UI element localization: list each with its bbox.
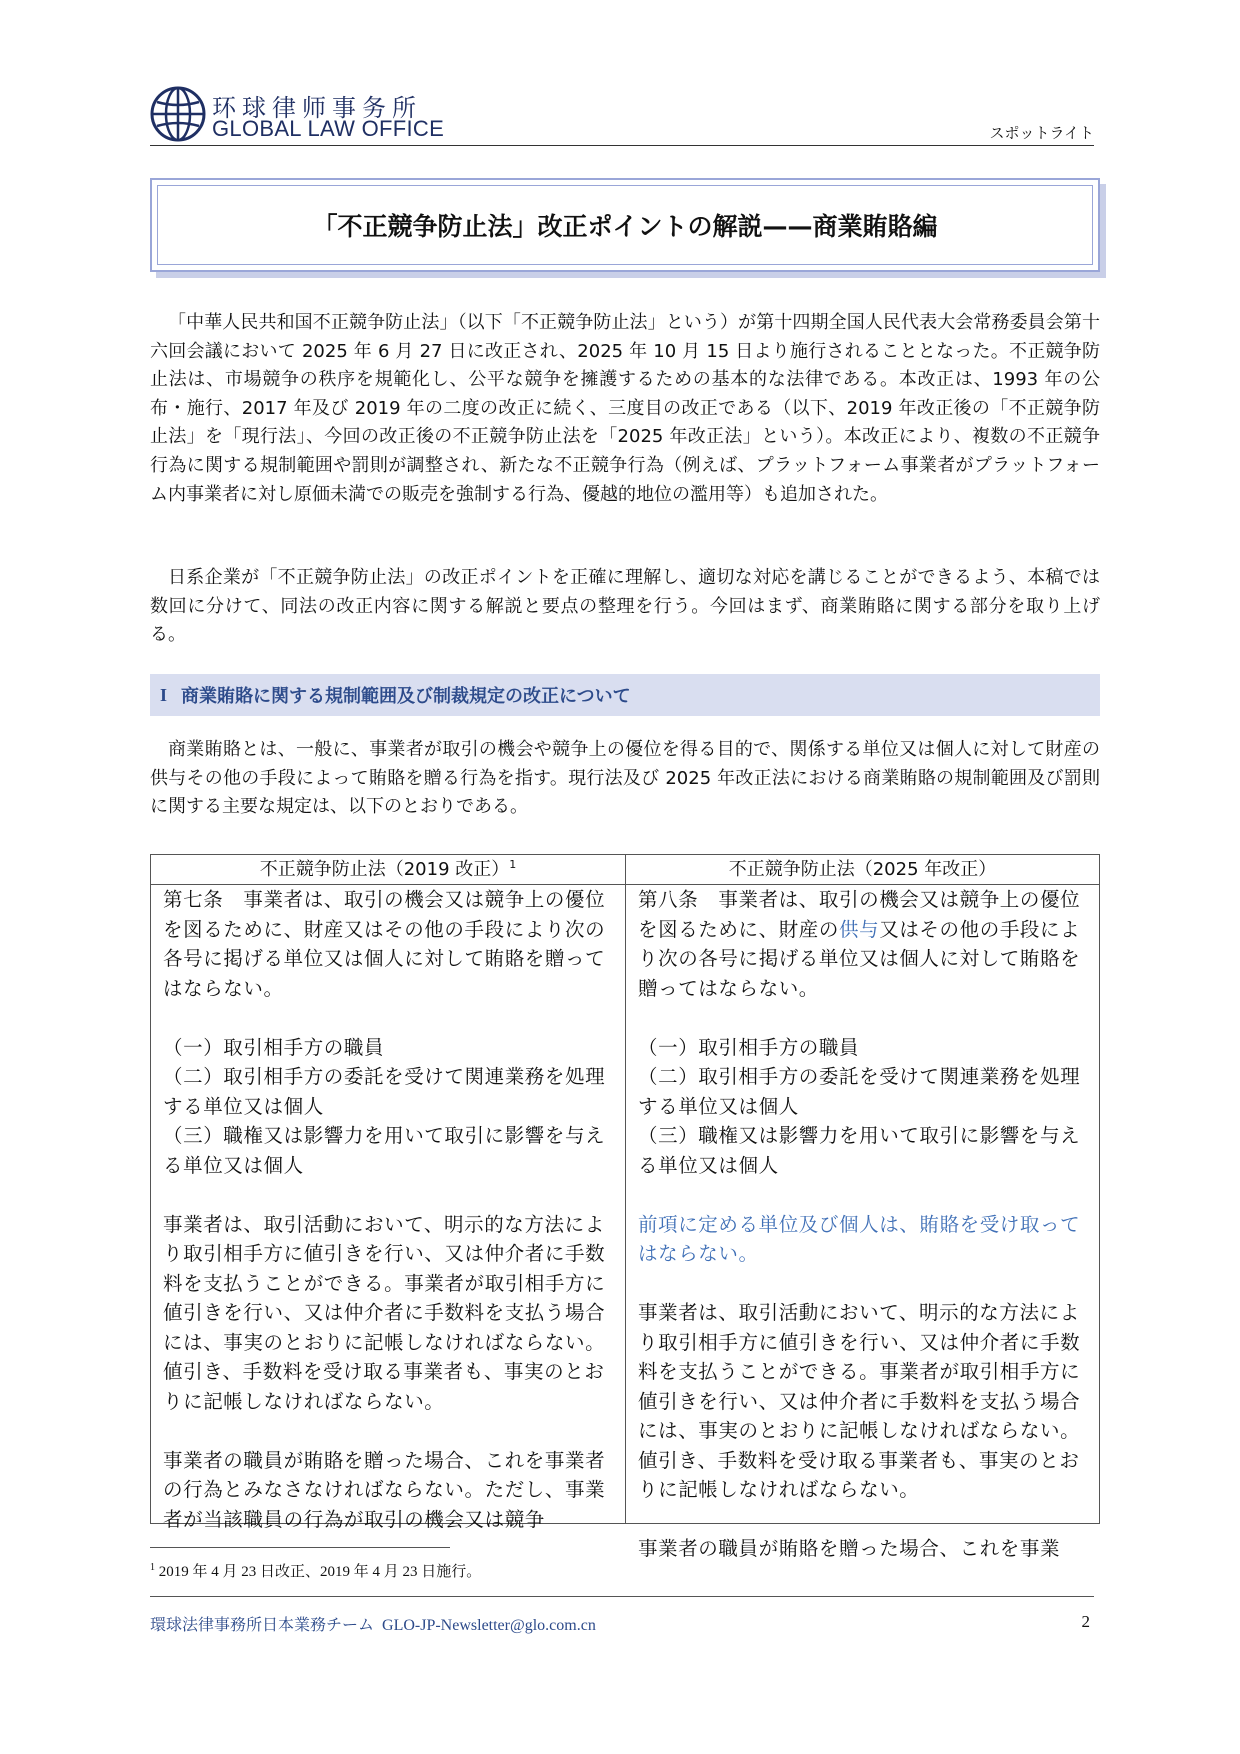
table-column-2019	[151, 885, 626, 1531]
section-title: 商業賄賂に関する規制範囲及び制裁規定の改正について	[181, 686, 631, 707]
table-column-2025	[626, 885, 1099, 1560]
article-paragraph: 事業者は、取引活動において、明示的な方法により取引相手方に値引きを行い、又は仲介者に手数料を支払うことができる。事業者が取引相手方に値引きを行い、又は仲介者に手数料を支払う場合には、事実のとおりに記帳しなければならない。値引き、手数料を受け取る事業者も、事実のとおりに記帳しなければならない。	[163, 1212, 606, 1413]
globe-logo-icon	[150, 86, 206, 142]
comparison-table	[150, 854, 1100, 1560]
footnote-text: 2019 年 4 月 23 日改正、2019 年 4 月 23 日施行。	[158, 1564, 482, 1580]
page-number: 2	[1081, 1612, 1090, 1631]
new-provision-text: 前項に定める単位及び個人は、賄賂を受け取ってはならない。	[638, 1212, 1081, 1265]
table-header-2019	[151, 855, 626, 885]
section-intro-paragraph: 商業賄賂とは、一般に、事業者が取引の機会や競争上の優位を得る目的で、関係する単位又は個人に対して財産の供与その他の手段によって賄賂を贈る行為を指す。現行法及び 2025 年改正法における商業賄賂の規制範囲及び罰則に関する主要な規定は、以下のとおりである。	[150, 739, 1100, 818]
footnote-divider	[150, 1547, 450, 1548]
table-header-2025: 不正競争防止法（2025 年改正）	[626, 855, 1099, 885]
list-item: （三）職権又は影響力を用いて取引に影響を与える単位又は個人	[163, 1124, 606, 1177]
header-divider	[150, 145, 1094, 146]
article-text: 第八条 事業者は、取引の機会又は競争上の優位を図るために、財産の供与又はその他の手段により次の各号に掲げる単位又は個人に対して賄賂を贈ってはならない。	[638, 888, 1081, 1000]
footer-email: GLO-JP-Newsletter@glo.com.cn	[382, 1617, 596, 1634]
section-label: スポットライト	[989, 124, 1094, 142]
title-inner-frame	[157, 185, 1093, 265]
footer-divider	[150, 1596, 1094, 1597]
table-header-2019-label: 不正競争防止法（2019 改正）	[259, 859, 510, 880]
footnote-ref: 1	[509, 858, 517, 871]
logo-english-name: GLOBAL LAW OFFICE	[212, 116, 445, 141]
section-number: I	[160, 684, 168, 705]
amended-text: 供与	[839, 917, 880, 941]
article-paragraph: 事業者は、取引活動において、明示的な方法により取引相手方に値引きを行い、又は仲介者に手数料を支払うことができる。事業者が取引相手方に値引きを行い、又は仲介者に手数料を支払う場合には、事実のとおりに記帳しなければならない。値引き、手数料を受け取る事業者も、事実のとおりに記帳しなければならない。	[638, 1301, 1081, 1501]
footnote-mark: 1	[150, 1562, 155, 1573]
document-title: 「不正競争防止法」改正ポイントの解説——商業賄賂編	[312, 212, 938, 241]
list-item: （三）職権又は影響力を用いて取引に影響を与える単位又は個人	[638, 1124, 1081, 1177]
article-paragraph: 事業者の職員が賄賂を贈った場合、これを事業者の行為とみなさなければならない。ただし、事業者が当該職員の行為が取引の機会又は競争	[163, 1448, 606, 1531]
list-item: （二）取引相手方の委託を受けて関連業務を処理する単位又は個人	[163, 1065, 606, 1118]
intro-paragraph-1: 「中華人民共和国不正競争防止法」（以下「不正競争防止法」という）が第十四期全国人民代表大会常務委員会第十六回会議において 2025 年 6 月 27 日に改正され、2025 年 10 月 15 日より施行されることとなった。不正競争防止法は、市場競争の秩序を規範化し、公平な競争を擁護するための基本的な法律である。本改正は、1993 年の公布・施行、2017 年及び 2019 年の二度の改正に続く、三度目の改正である（以下、2019 年改正後の「不正競争防止法」を「現行法」、今回の改正後の不正競争防止法を「2025 年改正法」という）。本改正により、複数の不正競争行為に関する規制範囲や罰則が調整され、新たな不正競争行為（例えば、プラットフォーム事業者がプラットフォーム内事業者に対し原価未満での販売を強制する行為、優越的地位の濫用等）も追加された。	[150, 312, 1100, 505]
list-item: （一）取引相手方の職員	[163, 1035, 385, 1059]
intro-paragraph-2: 日系企業が「不正競争防止法」の改正ポイントを正確に理解し、適切な対応を講じることができるよう、本稿では数回に分けて、同法の改正内容に関する解説と要点の整理を行う。今回はまず、商業賄賂に関する部分を取り上げる。	[150, 567, 1100, 646]
list-item: （二）取引相手方の委託を受けて関連業務を処理する単位又は個人	[638, 1065, 1081, 1118]
footer-team: 環球法律事務所日本業務チーム	[150, 1615, 375, 1634]
logo-chinese-name: 环球律师事务所	[212, 94, 422, 122]
footnote	[150, 1560, 481, 1581]
article-paragraph: 事業者の職員が賄賂を贈った場合、これを事業	[638, 1537, 1061, 1560]
footer-credit	[150, 1612, 596, 1635]
list-item: （一）取引相手方の職員	[638, 1035, 860, 1059]
article-text: 第七条 事業者は、取引の機会又は競争上の優位を図るために、財産又はその他の手段により次の各号に掲げる単位又は個人に対して賄賂を贈ってはならない。	[163, 888, 606, 1000]
section-heading	[150, 674, 1100, 716]
title-box	[150, 178, 1100, 272]
